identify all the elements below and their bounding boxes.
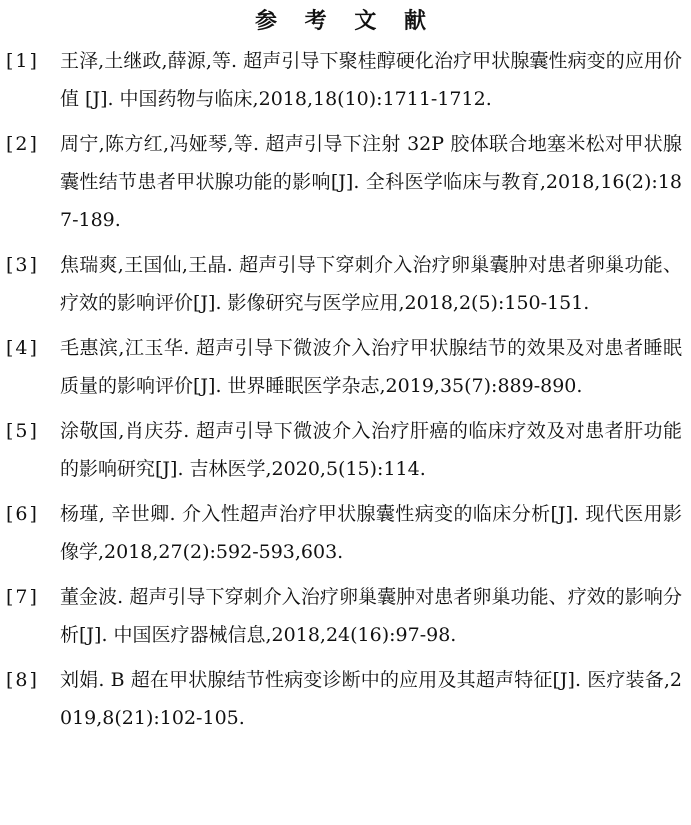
reference-text: 涂敬国,肖庆芬. 超声引导下微波介入治疗肝癌的临床疗效及对患者肝功能的影响研究[J]. 吉林医学,2020,5(15):114. [60, 420, 682, 480]
reference-item-4 [0, 329, 691, 405]
reference-item-1 [0, 42, 691, 118]
reference-text: 杨瑾, 辛世卿. 介入性超声治疗甲状腺囊性病变的临床分析[J]. 现代医用影像学,2018,27(2):592-593,603. [60, 503, 682, 563]
reference-text: 焦瑞爽,王国仙,王晶. 超声引导下穿刺介入治疗卵巢囊肿对患者卵巢功能、疗效的影响评价[J]. 影像研究与医学应用,2018,2(5):150-151. [60, 254, 682, 314]
reference-text: 周宁,陈方红,冯娅琴,等. 超声引导下注射 32P 胶体联合地塞米松对甲状腺囊性结节患者甲状腺功能的影响[J]. 全科医学临床与教育,2018,16(2):187-189. [60, 133, 682, 231]
references-heading: 参 考 文 献 [255, 8, 436, 34]
reference-item-7 [0, 578, 691, 654]
reference-text: 刘娟. B 超在甲状腺结节性病变诊断中的应用及其超声特征[J]. 医疗装备,2019,8(21):102-105. [60, 669, 682, 729]
reference-number: [6] [6, 503, 39, 525]
reference-item-3 [0, 246, 691, 322]
reference-text: 董金波. 超声引导下穿刺介入治疗卵巢囊肿对患者卵巢功能、疗效的影响分析[J]. 中国医疗器械信息,2018,24(16):97-98. [60, 586, 682, 646]
reference-item-2 [0, 125, 691, 239]
reference-number: [5] [6, 420, 39, 442]
reference-item-8 [0, 661, 691, 737]
reference-item-5 [0, 412, 691, 488]
reference-text: 王泽,土继政,薛源,等. 超声引导下聚桂醇硬化治疗甲状腺囊性病变的应用价值 [J]. 中国药物与临床,2018,18(10):1711-1712. [60, 50, 682, 110]
reference-number: [2] [6, 133, 39, 155]
reference-item-6 [0, 495, 691, 571]
reference-number: [1] [6, 50, 39, 72]
reference-number: [4] [6, 337, 39, 359]
reference-list [0, 42, 691, 737]
reference-number: [3] [6, 254, 39, 276]
reference-number: [7] [6, 586, 39, 608]
reference-text: 毛惠滨,江玉华. 超声引导下微波介入治疗甲状腺结节的效果及对患者睡眠质量的影响评价[J]. 世界睡眠医学杂志,2019,35(7):889-890. [60, 337, 682, 397]
reference-number: [8] [6, 669, 39, 691]
